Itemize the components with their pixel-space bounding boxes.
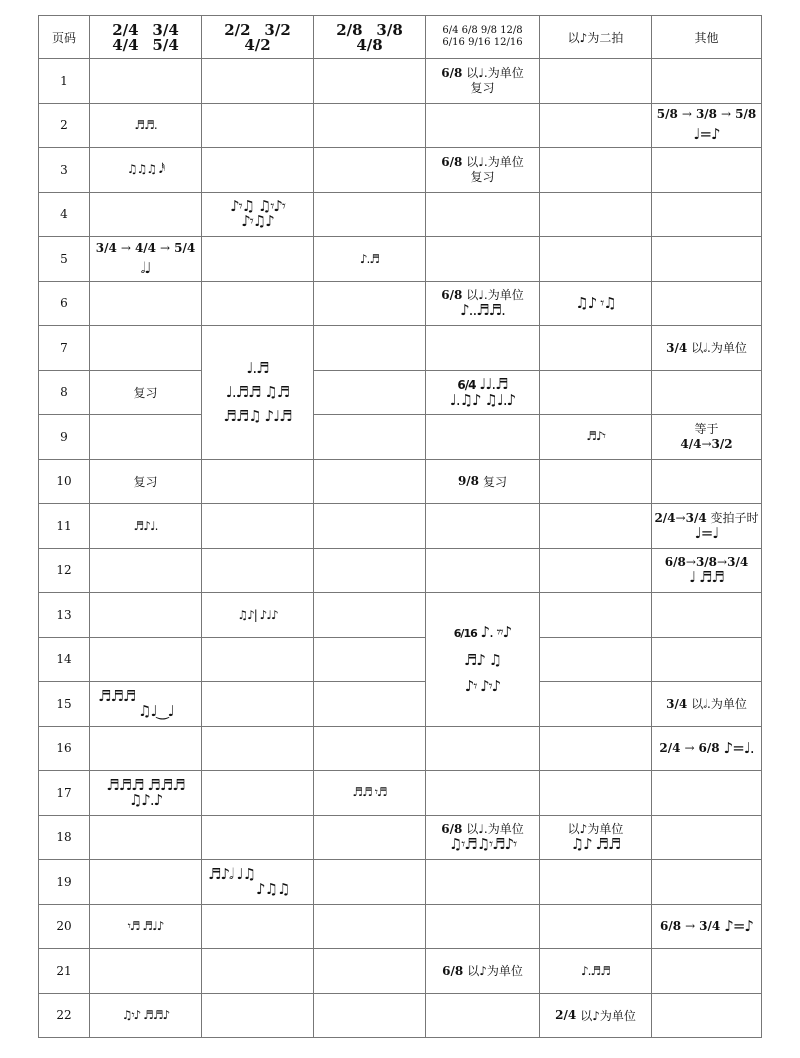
meter: 5/4 [174, 240, 196, 255]
label: 复习 [483, 474, 508, 489]
rhythm-figure: ♫♪ [575, 294, 597, 313]
cell [540, 281, 652, 326]
cell [426, 59, 540, 104]
meter: 2/4 [654, 510, 676, 525]
equation: ♩=♪ [693, 125, 720, 144]
meter: 5/4 [152, 35, 179, 54]
header-eighth-meters [314, 16, 426, 59]
rhythm-figure: ♫♪| ♪♩♪ [202, 593, 314, 638]
page-number: 3 [39, 148, 90, 193]
equation: ♪=♪ [724, 917, 753, 936]
meter: 5/8 [656, 107, 678, 122]
cell [540, 993, 652, 1038]
table-row [39, 682, 762, 727]
label: 以♪为单位 [567, 822, 624, 837]
page-number: 22 [39, 993, 90, 1038]
rhythm-figure: ♩ ♬♬ [689, 568, 724, 587]
meter: 5/8 [735, 107, 757, 122]
rhythm-figure: ♪𝄾 ♪𝄾♪ [464, 677, 501, 696]
cell: 6/8 → 3/4 ♪=♪ [652, 904, 762, 949]
meter: 3/4 [685, 510, 707, 525]
table-row [39, 504, 762, 549]
cell: 2/4→3/4 变拍子时 ♩=♩ [652, 504, 762, 549]
page-number: 15 [39, 682, 90, 727]
rhythm-figure: 𝄾♫ [600, 294, 616, 313]
table-row [39, 637, 762, 682]
page-number: 7 [39, 326, 90, 371]
label: 复习 [90, 459, 202, 504]
meter: 6/4 [457, 377, 476, 392]
merged-cell [426, 593, 540, 727]
rhythm-figure: ♫♪ ♬♬ [570, 835, 621, 854]
meter: 2/8 [336, 21, 363, 39]
page-number: 16 [39, 726, 90, 771]
page-number: 8 [39, 370, 90, 415]
meter: 3/8 [695, 555, 718, 570]
cell [90, 682, 202, 727]
page-number: 17 [39, 771, 90, 816]
meter: 3/4 [666, 340, 688, 355]
cell: 3/4 → 4/4 → 5/4 𝅗𝅥♩ [90, 237, 202, 282]
header-half-meters [202, 16, 314, 59]
meter: 3/4 [666, 696, 688, 711]
meter: 3/2 [711, 436, 733, 451]
header-compound-meters: 6/4 6/8 9/8 12/8 6/16 9/16 12/16 [426, 16, 540, 59]
rhythm-figure: ♬♬. [90, 103, 202, 148]
equation: ♪=♩. [723, 739, 754, 758]
meter: 4/4 [680, 436, 702, 451]
cell [202, 192, 314, 237]
rhythm-figure: 𝅗𝅥♩ [140, 258, 151, 277]
label: 以♩.为单位 [466, 822, 524, 837]
meter: 2/4 [112, 21, 139, 39]
meter: 2/2 [224, 21, 251, 39]
rhythm-figure: ♪..♬♬. [460, 301, 505, 320]
label: 以𝅗𝅥.为单位 [691, 341, 747, 356]
rhythm-figure: ♬♪𝄾 [540, 415, 652, 460]
meter: 3/4 [727, 555, 749, 570]
cell [652, 326, 762, 371]
table-row [39, 593, 762, 638]
meter: 6/8 [441, 288, 463, 303]
table-row [39, 548, 762, 593]
table-row [39, 370, 762, 415]
header-row [39, 16, 762, 59]
meter: 6/8 [441, 65, 463, 80]
cell: 等于 4/4→3/2 [652, 415, 762, 460]
table-row [39, 237, 762, 282]
label: 以♩.为单位 [466, 65, 524, 80]
meter: 9/8 [457, 474, 480, 489]
meter: 6/8 [698, 741, 720, 756]
rhythm-figure: ♬♬ 𝄾♬ [314, 771, 426, 816]
page-number: 20 [39, 904, 90, 949]
label: 以♩.为单位 [466, 288, 524, 303]
meter: 6/8 [441, 154, 463, 169]
page-number: 10 [39, 459, 90, 504]
rhythm-figure: ♬♪ ♫ [463, 651, 502, 670]
rhythm-figure: ♪♫♫ [256, 879, 290, 898]
meter: 6/8 [664, 555, 686, 570]
cell: 2/4 → 6/8 ♪=♩. [652, 726, 762, 771]
table-row [39, 59, 762, 104]
meter: 4/4 [134, 240, 157, 255]
rhythm-figure: ♪. 𝄾𝄾♪ [480, 623, 512, 642]
rhythm-figure: ♬♬♫ ♪♩♬ [223, 407, 292, 426]
meter: 3/4 [95, 240, 117, 255]
page-number: 9 [39, 415, 90, 460]
cell [426, 370, 540, 415]
meter: 3/8 [376, 21, 403, 39]
page-number: 12 [39, 548, 90, 593]
equation: ♩=♩ [694, 523, 719, 542]
meter-table [38, 15, 762, 1038]
cell [90, 771, 202, 816]
meter: 6/8 [660, 919, 682, 934]
page-number: 6 [39, 281, 90, 326]
rhythm-figure: ♬♬♬ [98, 686, 136, 705]
cell [426, 949, 540, 994]
table-row [39, 993, 762, 1038]
rhythm-figure: ♬♪𝅗𝅥 ♩♫ [208, 864, 256, 883]
table-row [39, 949, 762, 994]
table-row [39, 815, 762, 860]
page-number: 5 [39, 237, 90, 282]
cell [426, 459, 540, 504]
rhythm-figure: ♫♪.♪ [128, 790, 163, 809]
meter: 4/4 [112, 35, 139, 54]
rhythm-figure: ♩.♫♪ ♫♩.♪ [449, 390, 516, 409]
label: 变拍子时 [710, 510, 759, 525]
label: 复习 [90, 370, 202, 415]
meter: 4/2 [244, 35, 271, 54]
header-quarter-meters [90, 16, 202, 59]
table-row [39, 148, 762, 193]
page-number: 13 [39, 593, 90, 638]
meter: 3/4 [152, 21, 179, 39]
cell [540, 815, 652, 860]
meter: 4/8 [356, 35, 383, 54]
page-number: 4 [39, 192, 90, 237]
page-number: 21 [39, 949, 90, 994]
table-row [39, 103, 762, 148]
label: 等于 [694, 421, 719, 436]
page-number: 11 [39, 504, 90, 549]
rhythm-figure: ♪𝄾♫ ♫𝄾♪𝄾 [230, 197, 285, 216]
rhythm-figure: ♫𝄾♬♫𝄾♬♪𝄾 [448, 835, 517, 854]
table-row [39, 726, 762, 771]
rhythm-figure: ♬♬♬ ♬♬♬ [106, 775, 185, 794]
meter: 6/16 [453, 627, 477, 641]
table-row [39, 326, 762, 371]
meter: 2/4 [555, 1008, 577, 1023]
rhythm-figure: ♪.♬♬ [540, 949, 652, 994]
label: 以♪为单位 [467, 964, 523, 979]
table-row [39, 904, 762, 949]
cell [652, 682, 762, 727]
cell: 5/8 → 3/8 → 5/8 ♩=♪ [652, 103, 762, 148]
meter: 3/4 [699, 919, 721, 934]
table-row [39, 281, 762, 326]
rhythm-figure: ♩♩.♬ [479, 374, 508, 393]
rhythm-figure: ♩.♬ [246, 359, 269, 378]
page-number: 1 [39, 59, 90, 104]
page-number: 19 [39, 860, 90, 905]
page-number: 18 [39, 815, 90, 860]
label: 以♪为单位 [580, 1008, 636, 1023]
meter: 6/8 [442, 963, 464, 978]
rhythm-figure: ♬♪♩. [90, 504, 202, 549]
table-row [39, 459, 762, 504]
rhythm-figure: 𝄾♬ ♬♩♪ [90, 904, 202, 949]
merged-cell [202, 326, 314, 460]
cell [426, 281, 540, 326]
meter: 2/4 [659, 741, 681, 756]
rhythm-figure: ♪.♬ [314, 237, 426, 282]
table-row [39, 860, 762, 905]
rhythm-figure: ♫♩‿♩ [138, 701, 174, 720]
header-other: 其他 [652, 16, 762, 59]
label: 以𝅗𝅥.为单位 [691, 697, 747, 712]
label: 以♩.为单位 [466, 154, 524, 169]
header-eighth-two-beats: 以♪为二拍 [540, 16, 652, 59]
cell [426, 148, 540, 193]
table-row [39, 415, 762, 460]
header-page: 页码 [39, 16, 90, 59]
page-number: 14 [39, 637, 90, 682]
rhythm-figure: ♫♫♫ 𝅘𝅥𝅰 [90, 148, 202, 193]
meter: 6/8 [441, 822, 463, 837]
meter: 3/2 [264, 21, 291, 39]
cell: 6/8→3/8→3/4 ♩ ♬♬ [652, 548, 762, 593]
label: 复习 [470, 169, 495, 184]
cell [426, 815, 540, 860]
rhythm-figure: ♩.♬♬ ♫♬ [225, 383, 290, 402]
meter: 3/8 [695, 107, 718, 122]
cell [202, 860, 314, 905]
table-row [39, 192, 762, 237]
page-number: 2 [39, 103, 90, 148]
rhythm-figure: ♪𝄾♫♪ [241, 212, 274, 231]
label: 复习 [470, 80, 495, 95]
table-row [39, 771, 762, 816]
rhythm-figure: ♫𝄾♪ ♬♬♪ [90, 993, 202, 1038]
